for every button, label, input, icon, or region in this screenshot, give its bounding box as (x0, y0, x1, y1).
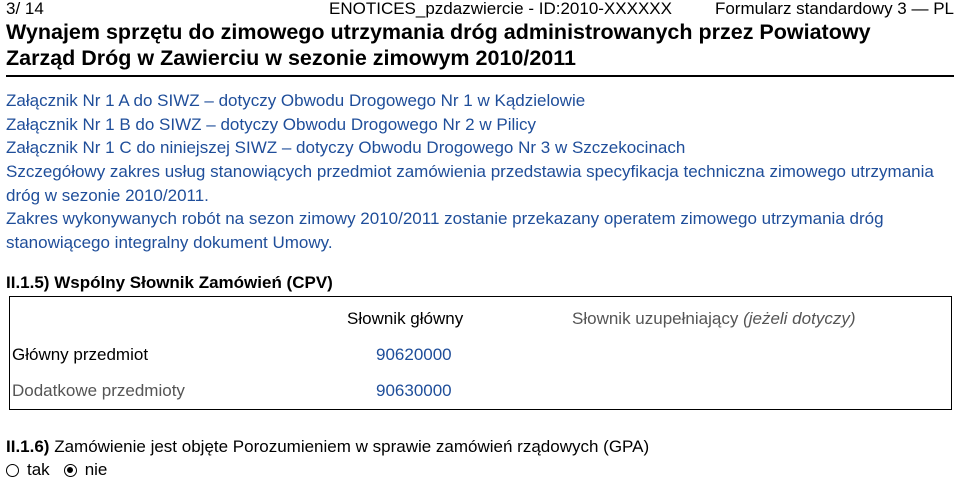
gpa-radio-no-label: nie (84, 460, 108, 479)
attachment-line: Załącznik Nr 1 A do SIWZ – dotyczy Obwodu Drogowego Nr 1 w Kądzielowie (6, 91, 586, 110)
cpv-table (9, 296, 952, 410)
gpa-radio-group (6, 460, 121, 480)
cpv-header-supplementary (572, 309, 855, 329)
works-paragraph: Zakres wykonywanych robót na sezon zimowy 2010/2011 zostanie przekazany operatem zimowego utrzymania dróg stanowiącego integralny dokument Umowy. (6, 209, 884, 252)
scope-paragraph: Szczegółowy zakres usług stanowiących przedmiot zamówienia przedstawia specyfikacja techniczna zimowego utrzymania dróg w sezonie 2010/2011. (6, 162, 934, 205)
attachment-list (6, 89, 954, 160)
title-divider (6, 75, 954, 77)
cpv-header-supp-note: (jeżeli dotyczy) (743, 309, 856, 328)
section-cpv-heading (6, 272, 333, 294)
form-name: Formularz standardowy 3 — PL (714, 0, 954, 18)
attachment-line: Załącznik Nr 1 C do niniejszej SIWZ – dotyczy Obwodu Drogowego Nr 3 w Szczekocinach (6, 138, 686, 157)
section-number: II.1.5) (6, 273, 50, 292)
cpv-row-main-label: Główny przedmiot (12, 345, 149, 364)
cpv-row-extra-value: 90630000 (376, 381, 452, 400)
cpv-row-extra-label: Dodatkowe przedmioty (12, 381, 185, 400)
section-number: II.1.6) (6, 437, 50, 456)
cpv-header-main: Słownik główny (347, 309, 464, 328)
section-gpa-heading (6, 436, 649, 458)
section-title: Zamówienie jest objęte Porozumieniem w sprawie zamówień rządowych (GPA) (54, 437, 650, 456)
page-header (6, 0, 954, 18)
cpv-header-supp-label: Słownik uzupełniający (572, 309, 739, 328)
title-line-2: Zarząd Dróg w Zawierciu w sezonie zimowym 2010/2011 (6, 46, 576, 70)
gpa-radio-no[interactable] (64, 464, 77, 477)
cpv-row-main-value: 90620000 (376, 345, 452, 364)
attachment-line: Załącznik Nr 1 B do SIWZ – dotyczy Obwodu Drogowego Nr 2 w Pilicy (6, 114, 537, 134)
gpa-radio-yes[interactable] (6, 464, 19, 477)
page-number: 3/ 14 (6, 0, 44, 18)
title-line-1: Wynajem sprzętu do zimowego utrzymania dróg administrowanych przez Powiatowy (6, 20, 871, 44)
page-title (6, 19, 954, 71)
gpa-radio-yes-label: tak (27, 460, 50, 479)
section-title: Wspólny Słownik Zamówień (CPV) (54, 273, 333, 292)
document-id: ENOTICES_pzdazwiercie - ID:2010-XXXXXX (329, 0, 672, 18)
